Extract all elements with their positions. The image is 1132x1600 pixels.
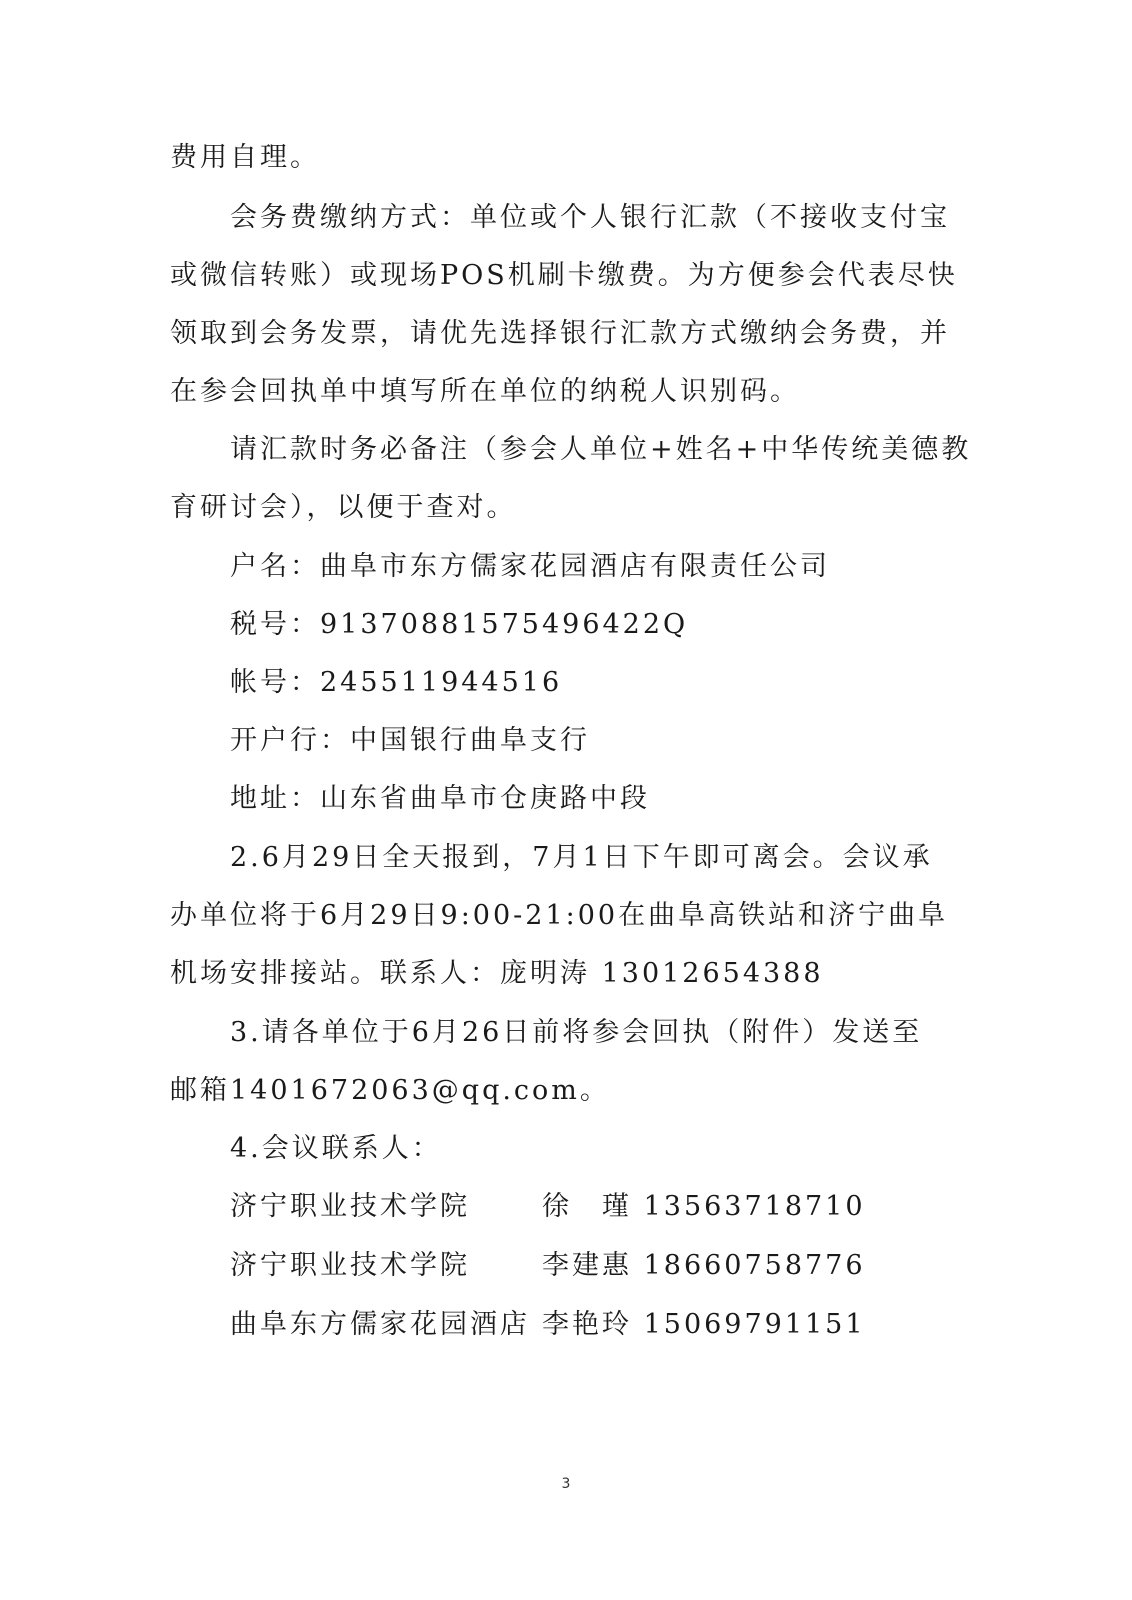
contact-person: 徐 瑾 13563718710 [542, 1191, 866, 1222]
contact-organization: 曲阜东方儒家花园酒店 [230, 1309, 530, 1340]
bank-address: 地址：山东省曲阜市仓庚路中段 [230, 783, 650, 814]
paragraph-3-line-2: 育研讨会），以便于查对。 [170, 492, 517, 523]
paragraph-2-line-3: 领取到会务发票，请优先选择银行汇款方式缴纳会务费，并 [170, 318, 950, 349]
item-3-line-2: 邮箱1401672063@qq.com。 [170, 1075, 610, 1106]
paragraph-3-line-1: 请汇款时务必备注（参会人单位+姓名+中华传统美德教 [230, 434, 972, 465]
paragraph-1-line-1: 费用自理。 [170, 142, 320, 173]
contact-organization: 济宁职业技术学院 [230, 1250, 470, 1281]
bank-account-name: 户名：曲阜市东方儒家花园酒店有限责任公司 [230, 551, 830, 582]
bank-tax-id: 税号：91370881575496422Q [230, 609, 689, 640]
item-3-line-1: 3.请各单位于6月26日前将参会回执（附件）发送至 [230, 1017, 923, 1048]
paragraph-2-line-2: 或微信转账）或现场POS机刷卡缴费。为方便参会代表尽快 [170, 260, 958, 291]
bank-branch: 开户行：中国银行曲阜支行 [230, 725, 590, 756]
bank-account-number: 帐号：245511944516 [230, 667, 563, 698]
page-number: 3 [561, 1476, 571, 1492]
paragraph-2-line-4: 在参会回执单中填写所在单位的纳税人识别码。 [170, 376, 800, 407]
item-4-line-1: 4.会议联系人： [230, 1133, 442, 1164]
contact-organization: 济宁职业技术学院 [230, 1191, 470, 1222]
item-2-line-2: 办单位将于6月29日9:00-21:00在曲阜高铁站和济宁曲阜 [170, 900, 949, 931]
contact-person: 李艳玲 15069791151 [542, 1309, 866, 1340]
paragraph-2-line-1: 会务费缴纳方式：单位或个人银行汇款（不接收支付宝 [230, 202, 950, 233]
contact-person: 李建惠 18660758776 [542, 1250, 866, 1281]
item-2-line-1: 2.6月29日全天报到，7月1日下午即可离会。会议承 [230, 842, 933, 873]
item-2-line-3: 机场安排接站。联系人：庞明涛 13012654388 [170, 958, 824, 989]
